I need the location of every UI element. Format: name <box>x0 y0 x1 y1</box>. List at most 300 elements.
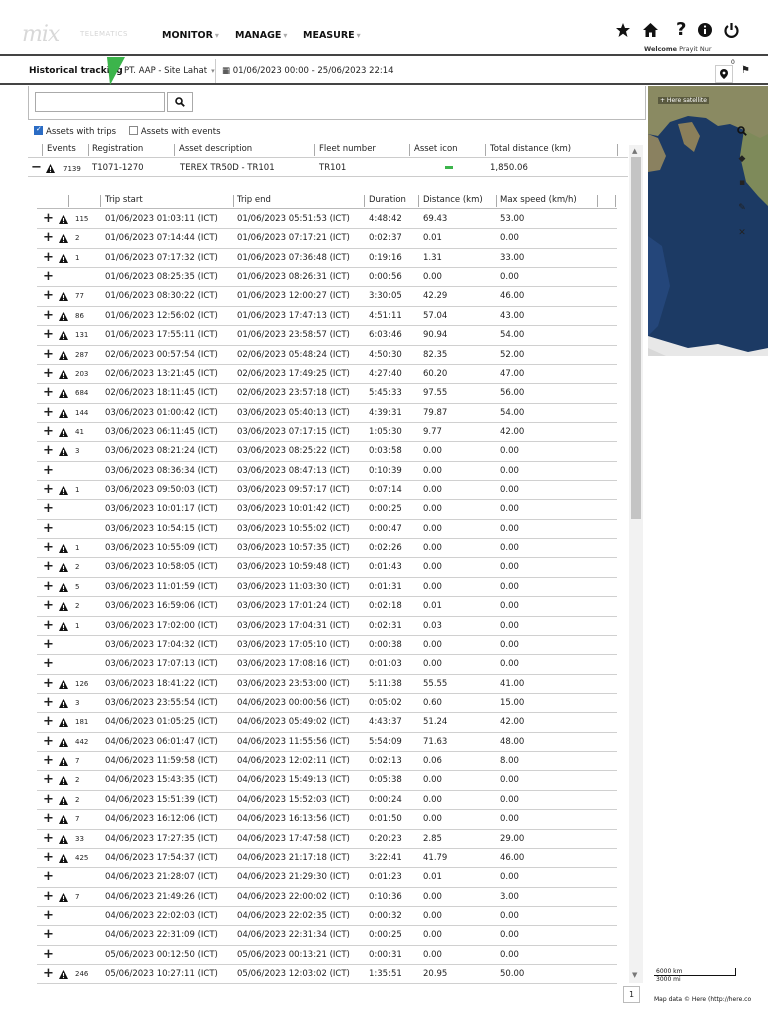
scroll-down-icon[interactable]: ▼ <box>632 971 638 979</box>
trip-start: 01/06/2023 08:25:35 (ICT) <box>105 272 218 283</box>
trip-max-speed: 0.00 <box>500 601 519 612</box>
trip-distance: 0.00 <box>423 272 442 283</box>
chevron-down-icon: ▾ <box>283 31 288 40</box>
trip-distance: 0.00 <box>423 504 442 515</box>
expand-icon[interactable]: + <box>43 230 54 246</box>
warning-icon <box>59 776 68 785</box>
col-asset-description[interactable]: Asset description <box>179 144 253 154</box>
expand-icon[interactable]: + <box>43 694 54 710</box>
expand-icon[interactable]: + <box>43 753 54 769</box>
site-select[interactable] <box>124 66 215 76</box>
trip-row[interactable] <box>37 326 617 345</box>
trip-row[interactable] <box>37 617 617 636</box>
col-fleet-number[interactable]: Fleet number <box>319 144 376 154</box>
trip-end: 01/06/2023 07:17:21 (ICT) <box>237 233 350 244</box>
home-icon[interactable] <box>642 22 659 38</box>
events-checkbox[interactable] <box>129 126 138 135</box>
search-button[interactable] <box>167 92 193 112</box>
collapse-icon[interactable]: − <box>31 160 42 175</box>
trip-row[interactable] <box>37 365 617 384</box>
col-distance[interactable]: Distance (km) <box>423 195 483 205</box>
expand-icon[interactable]: + <box>43 578 54 594</box>
trip-row[interactable] <box>37 907 617 926</box>
trip-max-speed: 0.00 <box>500 814 519 825</box>
trip-row[interactable] <box>37 520 617 539</box>
warning-icon <box>59 835 68 844</box>
logo-subtitle: TELEMATICS <box>80 30 128 38</box>
event-count: 203 <box>75 369 89 378</box>
trip-row[interactable] <box>37 791 617 810</box>
page-title: Historical tracking <box>29 66 123 76</box>
print-icon[interactable]: ▪ <box>738 178 746 188</box>
asset-row[interactable] <box>28 160 628 177</box>
trip-row[interactable] <box>37 810 617 829</box>
warning-icon <box>46 164 55 173</box>
warning-icon <box>59 757 68 766</box>
scroll-up-icon[interactable]: ▲ <box>632 147 638 155</box>
col-registration[interactable]: Registration <box>92 144 144 154</box>
trip-row[interactable] <box>37 578 617 597</box>
trip-start: 01/06/2023 07:14:44 (ICT) <box>105 233 218 244</box>
trip-distance: 0.00 <box>423 485 442 496</box>
trip-row[interactable] <box>37 771 617 790</box>
trip-distance: 1.31 <box>423 252 442 263</box>
expand-icon[interactable]: + <box>43 636 54 652</box>
trip-end: 03/06/2023 17:05:10 (ICT) <box>237 639 350 650</box>
trip-row[interactable] <box>37 423 617 442</box>
date-range-picker[interactable] <box>222 66 394 76</box>
trip-distance: 55.55 <box>423 678 448 689</box>
warning-icon <box>59 486 68 495</box>
trip-distance: 0.00 <box>423 775 442 786</box>
trip-end: 01/06/2023 17:47:13 (ICT) <box>237 310 350 321</box>
trip-row[interactable] <box>37 655 617 674</box>
warning-icon <box>59 292 68 301</box>
trip-row[interactable] <box>37 558 617 577</box>
nav-measure[interactable] <box>303 30 361 41</box>
trip-end: 03/06/2023 10:01:42 (ICT) <box>237 504 350 515</box>
expand-icon[interactable]: + <box>43 249 54 265</box>
trip-row[interactable] <box>37 384 617 403</box>
scroll-thumb[interactable] <box>631 157 641 519</box>
trip-max-speed: 0.00 <box>500 485 519 496</box>
trip-duration: 4:48:42 <box>369 214 402 224</box>
fleet-number: TR101 <box>319 163 347 173</box>
trip-duration: 0:02:37 <box>369 233 402 244</box>
trip-start: 04/06/2023 17:54:37 (ICT) <box>105 852 218 863</box>
expand-icon[interactable]: + <box>43 365 54 381</box>
trip-max-speed: 0.00 <box>500 949 519 960</box>
vertical-scrollbar[interactable] <box>629 145 643 983</box>
trip-max-speed: 0.00 <box>500 910 519 921</box>
trip-row[interactable] <box>37 675 617 694</box>
expand-icon[interactable]: + <box>43 385 54 401</box>
trip-row[interactable] <box>37 249 617 268</box>
warning-icon <box>59 312 68 321</box>
expand-icon[interactable]: + <box>43 830 54 846</box>
trip-distance: 60.20 <box>423 368 448 379</box>
trip-end: 02/06/2023 05:48:24 (ICT) <box>237 349 350 360</box>
trip-row[interactable] <box>37 229 617 248</box>
nav-manage[interactable] <box>235 30 287 41</box>
trip-max-speed: 29.00 <box>500 833 525 844</box>
flag-icon[interactable]: ⚑ <box>741 65 750 76</box>
trip-start: 03/06/2023 10:55:09 (ICT) <box>105 543 218 554</box>
trip-end: 03/06/2023 08:47:13 (ICT) <box>237 465 350 476</box>
trip-start: 04/06/2023 16:12:06 (ICT) <box>105 814 218 825</box>
expand-icon[interactable]: + <box>43 849 54 865</box>
trip-distance: 0.01 <box>423 233 442 244</box>
trip-max-speed: 0.00 <box>500 543 519 554</box>
col-trip-end[interactable]: Trip end <box>237 195 271 205</box>
trip-max-speed: 0.00 <box>500 581 519 592</box>
trip-duration: 4:39:31 <box>369 407 402 418</box>
col-total-distance[interactable]: Total distance (km) <box>490 144 572 154</box>
nav-monitor[interactable] <box>162 30 219 41</box>
trip-row[interactable] <box>37 636 617 655</box>
trip-distance: 69.43 <box>423 214 448 224</box>
trip-start: 03/06/2023 09:50:03 (ICT) <box>105 485 218 496</box>
event-count: 131 <box>75 331 89 340</box>
trip-row[interactable] <box>37 694 617 713</box>
trip-distance: 51.24 <box>423 717 448 728</box>
trip-duration: 0:02:13 <box>369 756 402 767</box>
expand-icon[interactable]: + <box>43 946 54 962</box>
trip-duration: 0:01:03 <box>369 659 402 670</box>
trip-max-speed: 0.00 <box>500 659 519 670</box>
event-count: 3 <box>75 698 80 707</box>
trip-row[interactable] <box>37 888 617 907</box>
trip-row[interactable] <box>37 926 617 945</box>
chevron-down-icon: ▾ <box>211 67 215 75</box>
warning-icon <box>59 563 68 572</box>
trip-duration: 0:00:38 <box>369 639 402 650</box>
trip-max-speed: 42.00 <box>500 717 525 728</box>
filter-events[interactable] <box>129 127 221 137</box>
nav-monitor-label: MONITOR <box>162 30 213 41</box>
trip-distance: 42.29 <box>423 291 448 302</box>
trip-grid-header <box>37 193 617 209</box>
trip-start: 03/06/2023 10:54:15 (ICT) <box>105 523 218 534</box>
trip-row[interactable] <box>37 462 617 481</box>
trip-end: 03/06/2023 11:03:30 (ICT) <box>237 581 350 592</box>
trip-max-speed: 56.00 <box>500 388 525 399</box>
trip-end: 03/06/2023 08:25:22 (ICT) <box>237 446 350 457</box>
expand-icon[interactable]: + <box>43 617 54 633</box>
trip-start: 02/06/2023 13:21:45 (ICT) <box>105 368 218 379</box>
map-pin-icon <box>720 69 728 79</box>
warning-icon <box>59 854 68 863</box>
warning-icon <box>59 544 68 553</box>
calendar-icon: ▦ <box>222 66 231 76</box>
trip-end: 04/06/2023 05:49:02 (ICT) <box>237 717 350 728</box>
expand-icon[interactable]: + <box>43 598 54 614</box>
map-credit: Map data © Here (http://here.co <box>654 996 752 1003</box>
trip-max-speed: 42.00 <box>500 426 525 437</box>
warning-icon <box>59 680 68 689</box>
event-count: 77 <box>75 292 84 301</box>
trip-distance: 0.00 <box>423 891 442 902</box>
trip-end: 04/06/2023 15:52:03 (ICT) <box>237 794 350 805</box>
trip-max-speed: 0.00 <box>500 504 519 515</box>
trip-start: 03/06/2023 17:07:13 (ICT) <box>105 659 218 670</box>
trip-start: 02/06/2023 00:57:54 (ICT) <box>105 349 218 360</box>
map-layer-label[interactable]: + Here satellite <box>660 97 707 104</box>
event-count: 33 <box>75 834 84 843</box>
total-distance: 1,850.06 <box>490 163 528 173</box>
trip-row[interactable] <box>37 946 617 965</box>
expand-icon[interactable]: + <box>43 307 54 323</box>
event-count: 1 <box>75 544 80 553</box>
trip-max-speed: 0.00 <box>500 639 519 650</box>
trip-distance: 0.00 <box>423 543 442 554</box>
tracking-toolbar <box>0 57 768 85</box>
trip-end: 04/06/2023 22:00:02 (ICT) <box>237 891 350 902</box>
expand-icon[interactable]: + <box>43 501 54 517</box>
trip-row[interactable] <box>37 965 617 984</box>
warning-icon <box>59 351 68 360</box>
trip-max-speed: 33.00 <box>500 252 525 263</box>
event-count: 115 <box>75 215 89 223</box>
expand-icon[interactable]: + <box>43 791 54 807</box>
expand-icon[interactable]: + <box>43 211 54 226</box>
expand-icon[interactable]: + <box>43 927 54 943</box>
trip-duration: 0:10:36 <box>369 891 402 902</box>
divider <box>215 59 216 83</box>
expand-icon[interactable]: + <box>43 772 54 788</box>
power-icon[interactable] <box>724 22 739 38</box>
trip-end: 03/06/2023 07:17:15 (ICT) <box>237 426 350 437</box>
trip-row[interactable] <box>37 733 617 752</box>
trip-row[interactable] <box>37 500 617 519</box>
events-count: 7139 <box>63 165 81 173</box>
event-count: 2 <box>75 234 80 243</box>
zoom-search-icon[interactable] <box>736 126 748 138</box>
trip-duration: 5:45:33 <box>369 388 402 399</box>
trip-max-speed: 53.00 <box>500 214 525 224</box>
expand-icon[interactable]: + <box>43 540 54 556</box>
help-icon[interactable]: ? <box>676 19 687 40</box>
warning-icon <box>59 389 68 398</box>
expand-icon[interactable]: + <box>43 559 54 575</box>
expand-icon[interactable]: + <box>43 966 54 982</box>
event-count: 5 <box>75 582 80 591</box>
trip-row[interactable] <box>37 307 617 326</box>
warning-icon <box>59 428 68 437</box>
trip-duration: 0:00:47 <box>369 523 402 534</box>
map-view[interactable] <box>648 86 768 996</box>
trip-distance: 0.00 <box>423 446 442 457</box>
warning-icon <box>59 622 68 631</box>
expand-icon[interactable]: + <box>43 714 54 730</box>
trip-max-speed: 54.00 <box>500 407 525 418</box>
map-scale <box>654 968 736 983</box>
col-trip-start[interactable]: Trip start <box>105 195 143 205</box>
layers-icon[interactable]: ◆ <box>738 154 746 164</box>
expand-icon[interactable]: + <box>43 520 54 536</box>
welcome-label: Welcome <box>644 45 678 53</box>
top-navigation <box>0 0 768 56</box>
col-max-speed[interactable]: Max speed (km/h) <box>500 195 577 205</box>
trip-row[interactable] <box>37 830 617 849</box>
trip-distance: 9.77 <box>423 426 442 437</box>
trip-distance: 0.00 <box>423 639 442 650</box>
trip-row[interactable] <box>37 539 617 558</box>
registration: T1071-1270 <box>92 163 144 173</box>
trip-duration: 0:00:31 <box>369 949 402 960</box>
asset-filters <box>34 126 221 137</box>
col-duration[interactable]: Duration <box>369 195 406 205</box>
event-count: 7 <box>75 757 80 766</box>
trip-max-speed: 0.00 <box>500 233 519 244</box>
trip-end: 01/06/2023 07:36:48 (ICT) <box>237 252 350 263</box>
date-range-value: 01/06/2023 00:00 - 25/06/2023 22:14 <box>232 66 394 76</box>
trip-row[interactable] <box>37 442 617 461</box>
trip-row[interactable] <box>37 713 617 732</box>
info-icon[interactable] <box>697 22 713 38</box>
trip-row[interactable] <box>37 346 617 365</box>
expand-icon[interactable]: + <box>43 907 54 923</box>
trip-row[interactable] <box>37 868 617 887</box>
trip-end: 03/06/2023 10:55:02 (ICT) <box>237 523 350 534</box>
trip-end: 03/06/2023 09:57:17 (ICT) <box>237 485 350 496</box>
trip-distance: 0.01 <box>423 601 442 612</box>
search-bar <box>28 86 646 120</box>
site-select-value: PT. AAP - Site Lahat <box>124 66 208 76</box>
trip-start: 01/06/2023 08:30:22 (ICT) <box>105 291 218 302</box>
warning-icon <box>59 447 68 456</box>
event-count: 1 <box>75 253 80 262</box>
trip-duration: 0:10:39 <box>369 465 402 476</box>
trip-duration: 4:43:37 <box>369 717 402 728</box>
asset-panel <box>28 86 646 1024</box>
fullscreen-icon[interactable]: ✕ <box>738 228 746 238</box>
col-events[interactable]: Events <box>47 144 76 154</box>
trip-end: 04/06/2023 00:00:56 (ICT) <box>237 697 350 708</box>
trip-max-speed: 0.00 <box>500 523 519 534</box>
trip-end: 03/06/2023 17:01:24 (ICT) <box>237 601 350 612</box>
trip-start: 04/06/2023 06:01:47 (ICT) <box>105 736 218 747</box>
trip-end: 04/06/2023 22:02:35 (ICT) <box>237 910 350 921</box>
trip-end: 03/06/2023 05:40:13 (ICT) <box>237 407 350 418</box>
expand-icon[interactable]: + <box>43 423 54 439</box>
trip-max-speed: 50.00 <box>500 969 525 980</box>
trip-list <box>37 210 617 984</box>
trip-max-speed: 43.00 <box>500 310 525 321</box>
trips-checkbox[interactable] <box>34 126 43 135</box>
trip-max-speed: 0.00 <box>500 620 519 631</box>
expand-icon[interactable]: + <box>43 888 54 904</box>
satellite-map <box>648 86 768 996</box>
trip-distance: 0.00 <box>423 930 442 941</box>
trip-end: 04/06/2023 15:49:13 (ICT) <box>237 775 350 786</box>
trip-end: 04/06/2023 21:17:18 (ICT) <box>237 852 350 863</box>
trip-row[interactable] <box>37 268 617 287</box>
trip-row[interactable] <box>37 404 617 423</box>
trip-end: 04/06/2023 22:31:34 (ICT) <box>237 930 350 941</box>
trip-duration: 0:19:16 <box>369 252 402 263</box>
expand-icon[interactable]: + <box>43 733 54 749</box>
expand-icon[interactable]: + <box>43 869 54 885</box>
trip-duration: 4:51:11 <box>369 310 402 321</box>
trip-row[interactable] <box>37 481 617 500</box>
trip-row[interactable] <box>37 752 617 771</box>
event-count: 41 <box>75 427 84 436</box>
expand-icon[interactable]: + <box>43 288 54 304</box>
expand-icon[interactable]: + <box>43 404 54 420</box>
event-count: 144 <box>75 408 89 417</box>
expand-icon[interactable]: + <box>43 656 54 672</box>
trip-distance: 0.00 <box>423 581 442 592</box>
star-icon[interactable] <box>615 22 631 38</box>
trip-row[interactable] <box>37 210 617 229</box>
expand-icon[interactable]: + <box>43 675 54 691</box>
mix-logo[interactable] <box>22 22 59 47</box>
expand-icon[interactable]: + <box>43 811 54 827</box>
location-pin-button[interactable] <box>715 65 733 83</box>
trip-end: 01/06/2023 05:51:53 (ICT) <box>237 214 350 224</box>
col-asset-icon[interactable]: Asset icon <box>414 144 458 154</box>
trip-row[interactable] <box>37 287 617 306</box>
event-count: 86 <box>75 311 84 320</box>
filter-trips[interactable] <box>34 127 116 137</box>
trip-distance: 0.03 <box>423 620 442 631</box>
trip-row[interactable] <box>37 849 617 868</box>
trip-end: 04/06/2023 21:29:30 (ICT) <box>237 872 350 883</box>
trip-end: 05/06/2023 00:13:21 (ICT) <box>237 949 350 960</box>
truck-icon <box>445 166 453 169</box>
expand-icon[interactable]: + <box>43 443 54 459</box>
expand-icon[interactable]: + <box>43 482 54 498</box>
expand-icon[interactable]: + <box>43 462 54 478</box>
trip-distance: 41.79 <box>423 852 448 863</box>
trip-max-speed: 0.00 <box>500 775 519 786</box>
trip-max-speed: 0.00 <box>500 872 519 883</box>
measure-icon[interactable]: ✎ <box>738 203 746 213</box>
event-count: 2 <box>75 563 80 572</box>
trip-end: 03/06/2023 10:59:48 (ICT) <box>237 562 350 573</box>
trip-start: 04/06/2023 17:27:35 (ICT) <box>105 833 218 844</box>
trip-end: 04/06/2023 12:02:11 (ICT) <box>237 756 350 767</box>
warning-icon <box>59 602 68 611</box>
trip-duration: 0:02:18 <box>369 601 402 612</box>
trip-row[interactable] <box>37 597 617 616</box>
trip-end: 04/06/2023 16:13:56 (ICT) <box>237 814 350 825</box>
trip-distance: 0.60 <box>423 697 442 708</box>
trip-start: 04/06/2023 22:02:03 (ICT) <box>105 910 218 921</box>
trip-distance: 0.00 <box>423 659 442 670</box>
trip-distance: 71.63 <box>423 736 448 747</box>
asset-grid-header <box>28 142 628 158</box>
expand-icon[interactable]: + <box>43 327 54 343</box>
trip-start: 03/06/2023 17:04:32 (ICT) <box>105 639 218 650</box>
trip-distance: 0.00 <box>423 814 442 825</box>
event-count: 1 <box>75 486 80 495</box>
scale-km: 6000 km <box>654 968 736 976</box>
trip-end: 03/06/2023 17:08:16 (ICT) <box>237 659 350 670</box>
expand-icon[interactable]: + <box>43 346 54 362</box>
trip-start: 03/06/2023 06:11:45 (ICT) <box>105 426 218 437</box>
trip-end: 05/06/2023 12:03:02 (ICT) <box>237 969 350 980</box>
page-number[interactable]: 1 <box>623 986 640 1003</box>
expand-icon[interactable]: + <box>43 269 54 285</box>
search-input[interactable] <box>35 92 165 112</box>
location-count-badge: 0 <box>731 59 735 66</box>
warning-icon <box>59 254 68 263</box>
trip-duration: 0:02:26 <box>369 543 402 554</box>
trip-distance: 0.00 <box>423 523 442 534</box>
trip-start: 01/06/2023 17:55:11 (ICT) <box>105 330 218 341</box>
